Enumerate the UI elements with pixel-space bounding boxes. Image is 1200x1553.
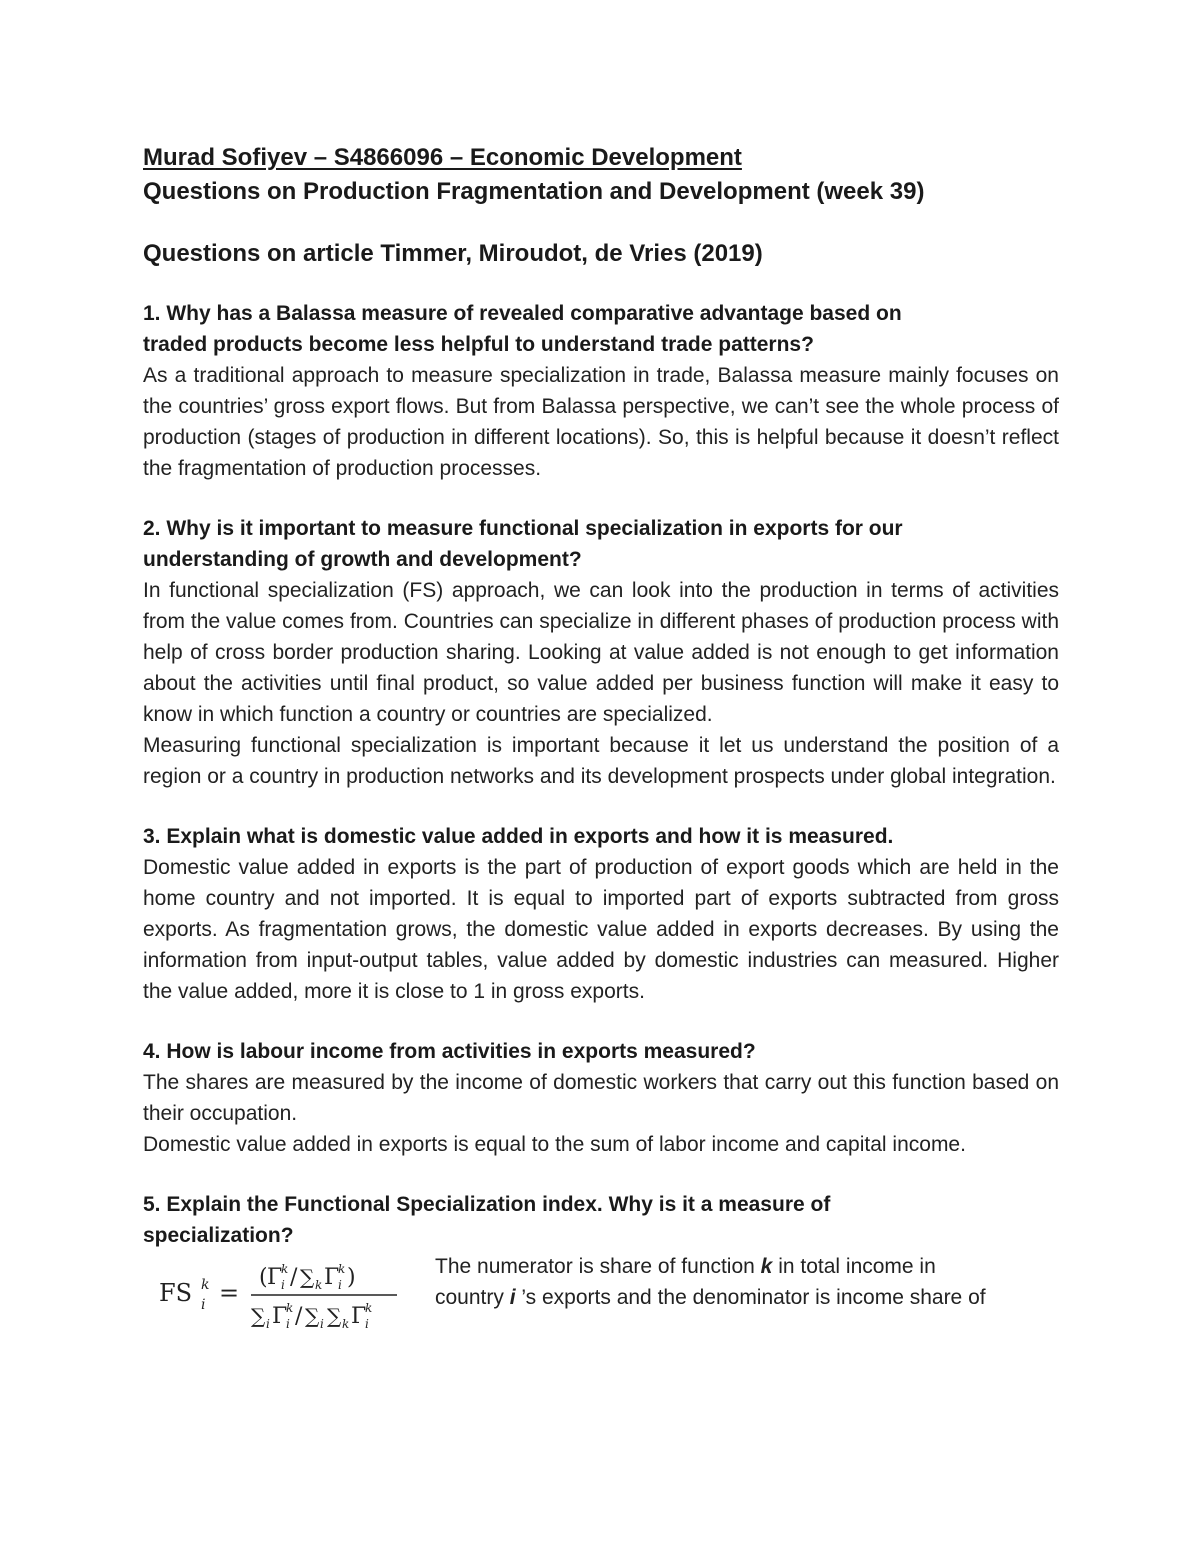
question-heading-line: understanding of growth and development? — [143, 548, 582, 571]
answer-paragraph: Domestic value added in exports is the part of production of export goods which are held in the home country and not imported. It is equal to imported part of exports subtracted from gross exports. As fragmentation grows, the domestic value added in exports decreases. By using the information from input-output tables, value added by domestic industries can measured. Higher the value added, more it is close to 1 in gross exports. — [143, 856, 1059, 1003]
text-run: ’s exports and the denominator is income share of — [515, 1286, 986, 1309]
answer-paragraph: Domestic value added in exports is equal to the sum of labor income and capital income. — [143, 1133, 966, 1156]
q5-answer-text — [435, 1251, 1075, 1313]
formula-index: k — [315, 1278, 323, 1292]
formula-sub: i — [201, 1297, 206, 1313]
question-heading-line: traded products become less helpful to understand trade patterns? — [143, 333, 814, 356]
q5-answer-line-1 — [435, 1251, 1075, 1282]
question-5 — [143, 1189, 1059, 1351]
formula-index: i — [266, 1317, 270, 1331]
formula-sum: ∑ — [305, 1304, 320, 1328]
formula-lhs: FS — [159, 1279, 193, 1307]
formula-index: i — [286, 1317, 290, 1331]
question-2 — [143, 513, 1059, 792]
question-heading-line: 2. Why is it important to measure functional specialization in exports for our — [143, 517, 903, 540]
formula-index: k — [286, 1301, 294, 1315]
formula-index: k — [338, 1262, 346, 1276]
question-4 — [143, 1036, 1059, 1160]
answer-paragraph: Measuring functional specialization is important because it let us understand the position of a region or a country in production networks and its development prospects under global integration. — [143, 734, 1059, 788]
document-title: Murad Sofiyev – S4866096 – Economic Development — [143, 144, 742, 171]
document-subtitle: Questions on Production Fragmentation and Development (week 39) — [143, 178, 925, 205]
question-heading-line: 5. Explain the Functional Specialization index. Why is it a measure of — [143, 1193, 831, 1216]
question-heading-line: 1. Why has a Balassa measure of revealed comparative advantage based on — [143, 302, 902, 325]
formula-paren: ) — [347, 1265, 356, 1290]
text-run: The numerator is share of function — [435, 1255, 761, 1278]
formula-index: k — [281, 1262, 289, 1276]
formula-sum: ∑ — [251, 1304, 266, 1328]
formula-slash: / — [290, 1265, 298, 1290]
section-title: Questions on article Timmer, Miroudot, de Vries (2019) — [143, 240, 763, 267]
formula-index: i — [365, 1317, 369, 1331]
question-1 — [143, 298, 1059, 484]
formula-index: i — [281, 1278, 285, 1292]
formula-index: i — [320, 1317, 324, 1331]
question-5-body — [143, 1251, 1059, 1351]
question-heading-line: 4. How is labour income from activities in exports measured? — [143, 1040, 756, 1063]
text-run: in total income in — [772, 1255, 936, 1278]
formula-index: i — [338, 1278, 342, 1292]
formula-index: k — [342, 1317, 350, 1331]
text-run: country — [435, 1286, 510, 1309]
formula-sum: ∑ — [327, 1304, 342, 1328]
formula-gamma: Γ — [351, 1304, 367, 1329]
document-content — [143, 141, 1059, 1351]
answer-paragraph: The shares are measured by the income of domestic workers that carry out this function based on their occupation. — [143, 1071, 1059, 1125]
formula-gamma: Γ — [267, 1265, 283, 1290]
answer-paragraph: In functional specialization (FS) approach, we can look into the production in terms of activities from the value comes from. Countries can specialize in different phases of production process with help of cross border production sharing. Looking at value added is not enough to get information about the activities until final product, so value added per business function will make it easy to know in which function a country or countries are specialized. — [143, 579, 1059, 726]
formula-gamma: Γ — [324, 1265, 340, 1290]
formula-gamma: Γ — [272, 1304, 288, 1329]
formula-paren: ( — [259, 1265, 268, 1290]
fs-index-formula — [159, 1257, 409, 1337]
answer-paragraph: As a traditional approach to measure specialization in trade, Balassa measure mainly focuses on the countries’ gross export flows. But from Balassa perspective, we can’t see the whole process of production (stages of production in different locations). So, this is helpful because it doesn’t reflect the fragmentation of production processes. — [143, 364, 1059, 480]
question-heading-line: 3. Explain what is domestic value added in exports and how it is measured. — [143, 825, 894, 848]
question-3 — [143, 821, 1059, 1007]
formula-slash: / — [295, 1304, 303, 1329]
formula-equals: = — [219, 1279, 240, 1307]
formula-sum: ∑ — [300, 1265, 315, 1289]
variable-i: i — [509, 1286, 516, 1309]
formula-sup: k — [201, 1277, 210, 1293]
formula-index: k — [365, 1301, 373, 1315]
question-heading-line: specialization? — [143, 1224, 294, 1247]
variable-k: k — [760, 1255, 773, 1278]
q5-answer-line-2 — [435, 1282, 1075, 1313]
